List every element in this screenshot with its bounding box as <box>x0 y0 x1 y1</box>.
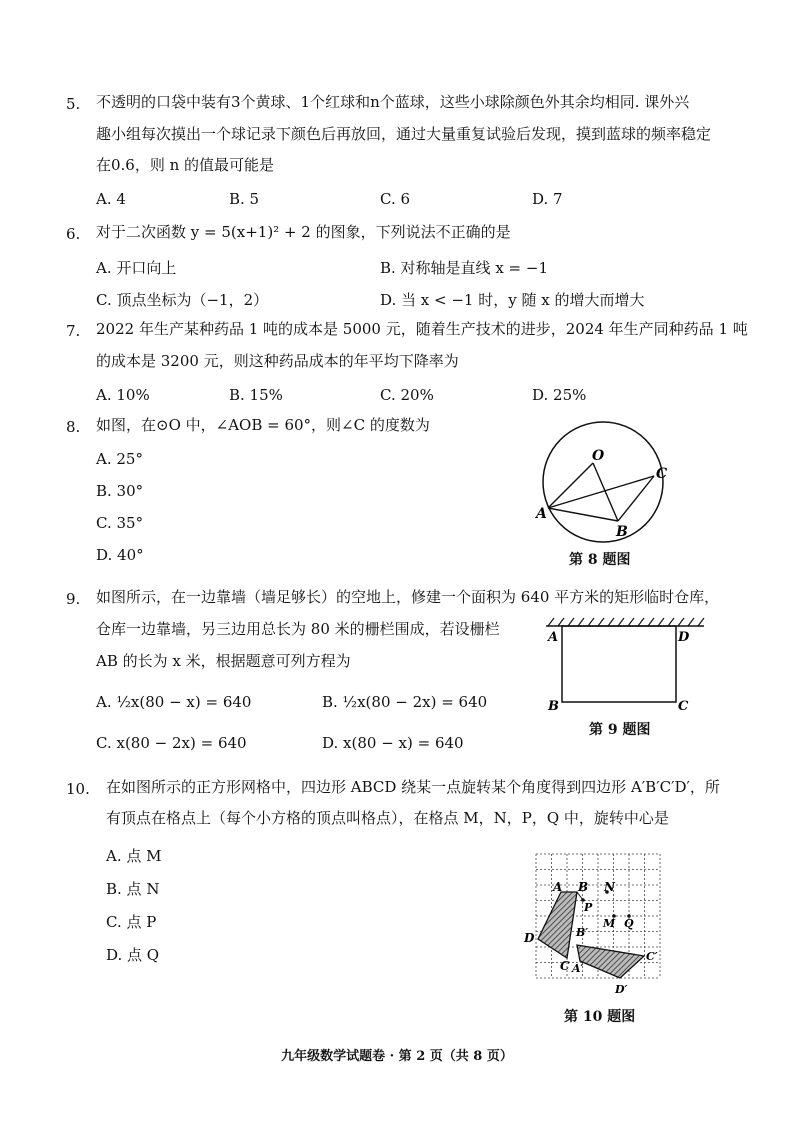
q9-wall-hatching <box>548 618 704 626</box>
q7-line-2: 的成本是 3200 元，则这种药品成本的年平均下降率为 <box>96 352 459 370</box>
q9-option-d: D. x(80 − x) = 640 <box>322 734 464 752</box>
q10-label-a: A <box>553 880 563 894</box>
q7-number: 7. <box>66 322 81 340</box>
q6-line-1: 对于二次函数 y = 5(x+1)² + 2 的图象，下列说法不正确的是 <box>96 223 511 241</box>
q7-option-b: B. 15% <box>229 386 283 404</box>
q10-number: 10. <box>66 780 90 798</box>
q8-option-a: A. 25° <box>96 450 143 468</box>
q10-label-d-prime: D′ <box>615 983 628 996</box>
q8-option-b: B. 30° <box>96 482 144 500</box>
q10-label-n: N <box>604 880 615 894</box>
q8-segment-ab <box>548 508 618 521</box>
q5-line-3: 在0.6，则 n 的值最可能是 <box>96 156 275 174</box>
q5-number: 5. <box>66 95 81 113</box>
q6-option-b: B. 对称轴是直线 x = −1 <box>380 259 549 277</box>
q5-option-a: A. 4 <box>96 190 126 208</box>
q8-line-1: 如图，在⊙O 中，∠AOB = 60°，则∠C 的度数为 <box>96 416 430 434</box>
q10-label-c: C <box>560 959 570 973</box>
q10-line-2: 有顶点在格点上（每个小方格的顶点叫格点），在格点 M，N，P，Q 中，旋转中心是 <box>106 809 669 827</box>
q8-label-a: A <box>536 506 547 522</box>
q10-label-b-prime: B′ <box>576 926 589 939</box>
q10-option-d: D. 点 Q <box>106 946 160 964</box>
q8-segment-bc <box>618 476 654 521</box>
q8-option-c: C. 35° <box>96 514 144 532</box>
q6-option-a: A. 开口向上 <box>96 259 177 277</box>
q10-label-m: M <box>603 917 616 930</box>
q10-quadrilateral-abcd <box>538 892 577 958</box>
q7-line-1: 2022 年生产某种药品 1 吨的成本是 5000 元，随着生产技术的进步，2024 年生产同种药品 1 吨 <box>96 320 748 338</box>
q10-label-a-prime: A′ <box>572 962 584 975</box>
q5-line-2: 趣小组每次摸出一个球记录下颜色后再放回，通过大量重复试验后发现，摸到蓝球的频率稳定 <box>96 125 712 143</box>
q9-figure-caption: 第 9 题图 <box>589 722 651 738</box>
q9-line-1: 如图所示，在一边靠墙（墙足够长）的空地上，修建一个面积为 640 平方米的矩形临时仓库， <box>96 588 720 606</box>
q5-option-d: D. 7 <box>532 190 563 208</box>
q8-label-o: O <box>592 448 605 464</box>
q10-label-c-prime: C′ <box>646 950 658 963</box>
q9-rectangle <box>562 626 676 702</box>
q8-label-b: B <box>616 524 628 540</box>
q6-number: 6. <box>66 225 81 243</box>
q8-circle <box>543 422 663 542</box>
q9-option-b: B. ½x(80 − 2x) = 640 <box>322 693 488 711</box>
q5-option-c: C. 6 <box>380 190 411 208</box>
q8-segment-ob <box>593 463 618 521</box>
q9-label-d: D <box>678 630 690 645</box>
q8-label-c: C <box>656 466 668 482</box>
q8-figure-caption: 第 8 题图 <box>569 552 631 568</box>
q9-number: 9. <box>66 590 81 608</box>
q8-number: 8. <box>66 418 81 436</box>
q10-label-b: B <box>578 880 589 894</box>
page-footer: 九年级数学试题卷 · 第 2 页（共 8 页） <box>281 1049 513 1064</box>
q10-label-d: D <box>524 931 535 945</box>
q10-option-a: A. 点 M <box>106 847 162 865</box>
q9-option-a: A. ½x(80 − x) = 640 <box>96 693 252 711</box>
q10-label-q: Q <box>624 917 634 930</box>
q6-option-d: D. 当 x < −1 时，y 随 x 的增大而增大 <box>380 291 645 309</box>
q9-label-b: B <box>548 699 559 714</box>
q5-line-1: 不透明的口袋中装有3个黄球、1个红球和n个蓝球，这些小球除颜色外其余均相同. 课外兴 <box>96 93 690 111</box>
q6-option-c: C. 顶点坐标为（−1，2） <box>96 291 269 309</box>
q7-option-c: C. 20% <box>380 386 434 404</box>
q9-line-3: AB 的长为 x 米，根据题意可列方程为 <box>96 652 351 670</box>
q10-figure-caption: 第 10 题图 <box>564 1009 636 1025</box>
q5-option-b: B. 5 <box>229 190 260 208</box>
q8-circle-figure <box>530 418 690 548</box>
q10-option-c: C. 点 P <box>106 913 157 931</box>
q9-option-c: C. x(80 − 2x) = 640 <box>96 734 247 752</box>
q9-label-a: A <box>548 630 559 645</box>
q10-label-p: P <box>584 901 593 914</box>
q7-option-d: D. 25% <box>532 386 587 404</box>
q9-label-c: C <box>678 699 689 714</box>
q7-option-a: A. 10% <box>96 386 150 404</box>
q9-rectangle-figure <box>540 614 710 714</box>
q10-line-1: 在如图所示的正方形网格中，四边形 ABCD 绕某一点旋转某个角度得到四边形 A′B′C′D′，所 <box>106 778 720 796</box>
q10-option-b: B. 点 N <box>106 880 160 898</box>
q8-option-d: D. 40° <box>96 546 144 564</box>
q10-grid-figure <box>520 848 670 998</box>
q9-line-2: 仓库一边靠墙，另三边用总长为 80 米的栅栏围成，若设栅栏 <box>96 620 500 638</box>
q10-quadrilateral-a1b1c1d1 <box>577 945 644 978</box>
